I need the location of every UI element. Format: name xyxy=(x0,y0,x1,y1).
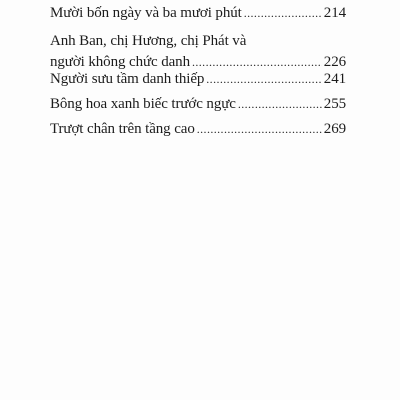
dot-leader xyxy=(197,120,322,138)
dot-leader xyxy=(238,95,322,113)
toc-entry-page-number: 214 xyxy=(323,5,346,21)
toc-entry[interactable] xyxy=(50,120,346,138)
toc-entry[interactable] xyxy=(50,4,346,22)
toc-entry-line xyxy=(50,95,346,113)
toc-entry-title: Bông hoa xanh biếc trước ngực xyxy=(50,96,236,112)
toc-entry-line xyxy=(50,29,346,53)
toc-entry-line xyxy=(50,70,346,88)
toc-entry-title-continued: người không chức danh xyxy=(50,54,190,70)
toc-entry-line xyxy=(50,53,346,71)
toc-entry-page-number: 226 xyxy=(323,54,346,70)
toc-entry[interactable] xyxy=(50,29,346,71)
dot-leader xyxy=(206,70,322,88)
toc-entry-title: Người sưu tầm danh thiếp xyxy=(50,71,205,87)
toc-entry-title: Mười bốn ngày và ba mươi phút xyxy=(50,5,242,21)
toc-entry-title: Anh Ban, chị Hương, chị Phát và xyxy=(50,33,247,49)
toc-entry[interactable] xyxy=(50,70,346,88)
toc-entry-title: Trượt chân trên tầng cao xyxy=(50,121,195,137)
dot-leader xyxy=(192,53,322,71)
toc-entry-line xyxy=(50,4,346,22)
toc-entry-page-number: 255 xyxy=(323,96,346,112)
toc-entry-line xyxy=(50,120,346,138)
toc-entry[interactable] xyxy=(50,95,346,113)
toc-entry-page-number: 241 xyxy=(323,71,346,87)
toc-entry-page-number: 269 xyxy=(323,121,346,137)
dot-leader xyxy=(244,4,322,22)
